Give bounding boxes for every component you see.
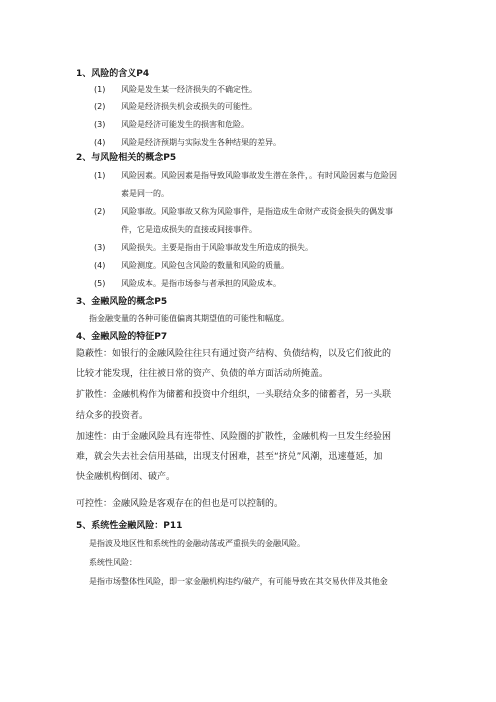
item-number: (1) — [94, 85, 106, 94]
paragraph-line: 快金融机构倒闭、破产。 — [76, 472, 176, 482]
item-number: (1) — [94, 171, 106, 180]
section-4-heading: 4、金融风险的特征P7 — [76, 332, 168, 342]
list-item — [94, 137, 281, 149]
item-text: 风险是经济预期与实际发生各种结果的差异。 — [121, 138, 281, 147]
paragraph-line: 加速性：由于金融风险具有连带性、风险圈的扩散性，金融机构一旦发生经验困 — [76, 432, 392, 442]
section-5-label: 系统性风险： — [89, 558, 137, 567]
paragraph-line: 比较才能发现，往往被日常的资产、负债的单方面活动所掩盖。 — [76, 369, 329, 379]
item-text: 风险是发生某一经济损失的不确定性。 — [121, 85, 257, 94]
item-number: (3) — [94, 243, 106, 252]
item-continuation: 件，它是造成损失的直接或间接事件。 — [121, 225, 257, 234]
list-item — [94, 278, 281, 290]
section-2-heading: 2、与风险相关的概念P5 — [76, 153, 177, 163]
paragraph-line: 难，就会失去社会信用基础，出现支付困难，甚至“挤兑”风潮，迅速蔓延，加 — [76, 452, 383, 462]
item-number: (2) — [94, 207, 106, 216]
item-text: 风险是经济损失机会或损失的可能性。 — [121, 102, 257, 111]
section-5-heading: 5、系统性金融风险：P11 — [76, 521, 183, 531]
item-text: 风险损失。主要是指由于风险事故发生所造成的损失。 — [121, 243, 313, 252]
paragraph-line: 隐蔽性：如银行的金融风险往往只有通过资产结构、负债结构，以及它们彼此的 — [76, 349, 392, 359]
section-5-text: 是指波及地区性和系统性的金融动荡或严重损失的金融风险。 — [89, 539, 305, 548]
item-number: (5) — [94, 279, 106, 288]
item-number: (3) — [94, 120, 106, 129]
paragraph-line: 结众多的投资者。 — [76, 411, 149, 421]
section-3-text: 指金融变量的各种可能值偏离其期望值的可能性和幅度。 — [89, 314, 289, 323]
paragraph-line: 扩散性：金融机构作为储蓄和投资中介组织，一头联结众多的储蓄者，另一头联 — [76, 390, 392, 400]
list-item — [94, 206, 393, 218]
item-number: (4) — [94, 138, 106, 147]
list-item — [94, 101, 257, 113]
paragraph-line: 可控性：金融风险是客观存在的但也是可以控制的。 — [76, 499, 284, 509]
list-item — [94, 119, 249, 131]
item-number: (2) — [94, 102, 106, 111]
list-item — [94, 242, 313, 254]
section-5-text: 是指市场整体性风险，即一家金融机构违约/破产，有可能导致在其交易伙伴及其他金 — [89, 577, 388, 586]
item-number: (4) — [94, 261, 106, 270]
section-1-heading: 1、风险的含义P4 — [76, 69, 150, 79]
item-text: 风险是经济可能发生的损害和危险。 — [121, 120, 249, 129]
list-item — [94, 170, 397, 182]
list-item — [94, 260, 289, 272]
item-continuation: 素是同一的。 — [121, 189, 169, 198]
item-text: 风险因素。风险因素是指导致风险事故发生潜在条件，。有时风险因素与危险因 — [121, 171, 397, 180]
item-text: 风险测度。风险包含风险的数量和风险的质量。 — [121, 261, 289, 270]
list-item — [94, 84, 257, 96]
item-text: 风险成本。是指市场参与者承担的风险成本。 — [121, 279, 281, 288]
item-text: 风险事故。风险事故又称为风险事件，是指造成生命财产或资金损失的偶发事 — [121, 207, 393, 216]
section-3-heading: 3、金融风险的概念P5 — [76, 297, 168, 307]
